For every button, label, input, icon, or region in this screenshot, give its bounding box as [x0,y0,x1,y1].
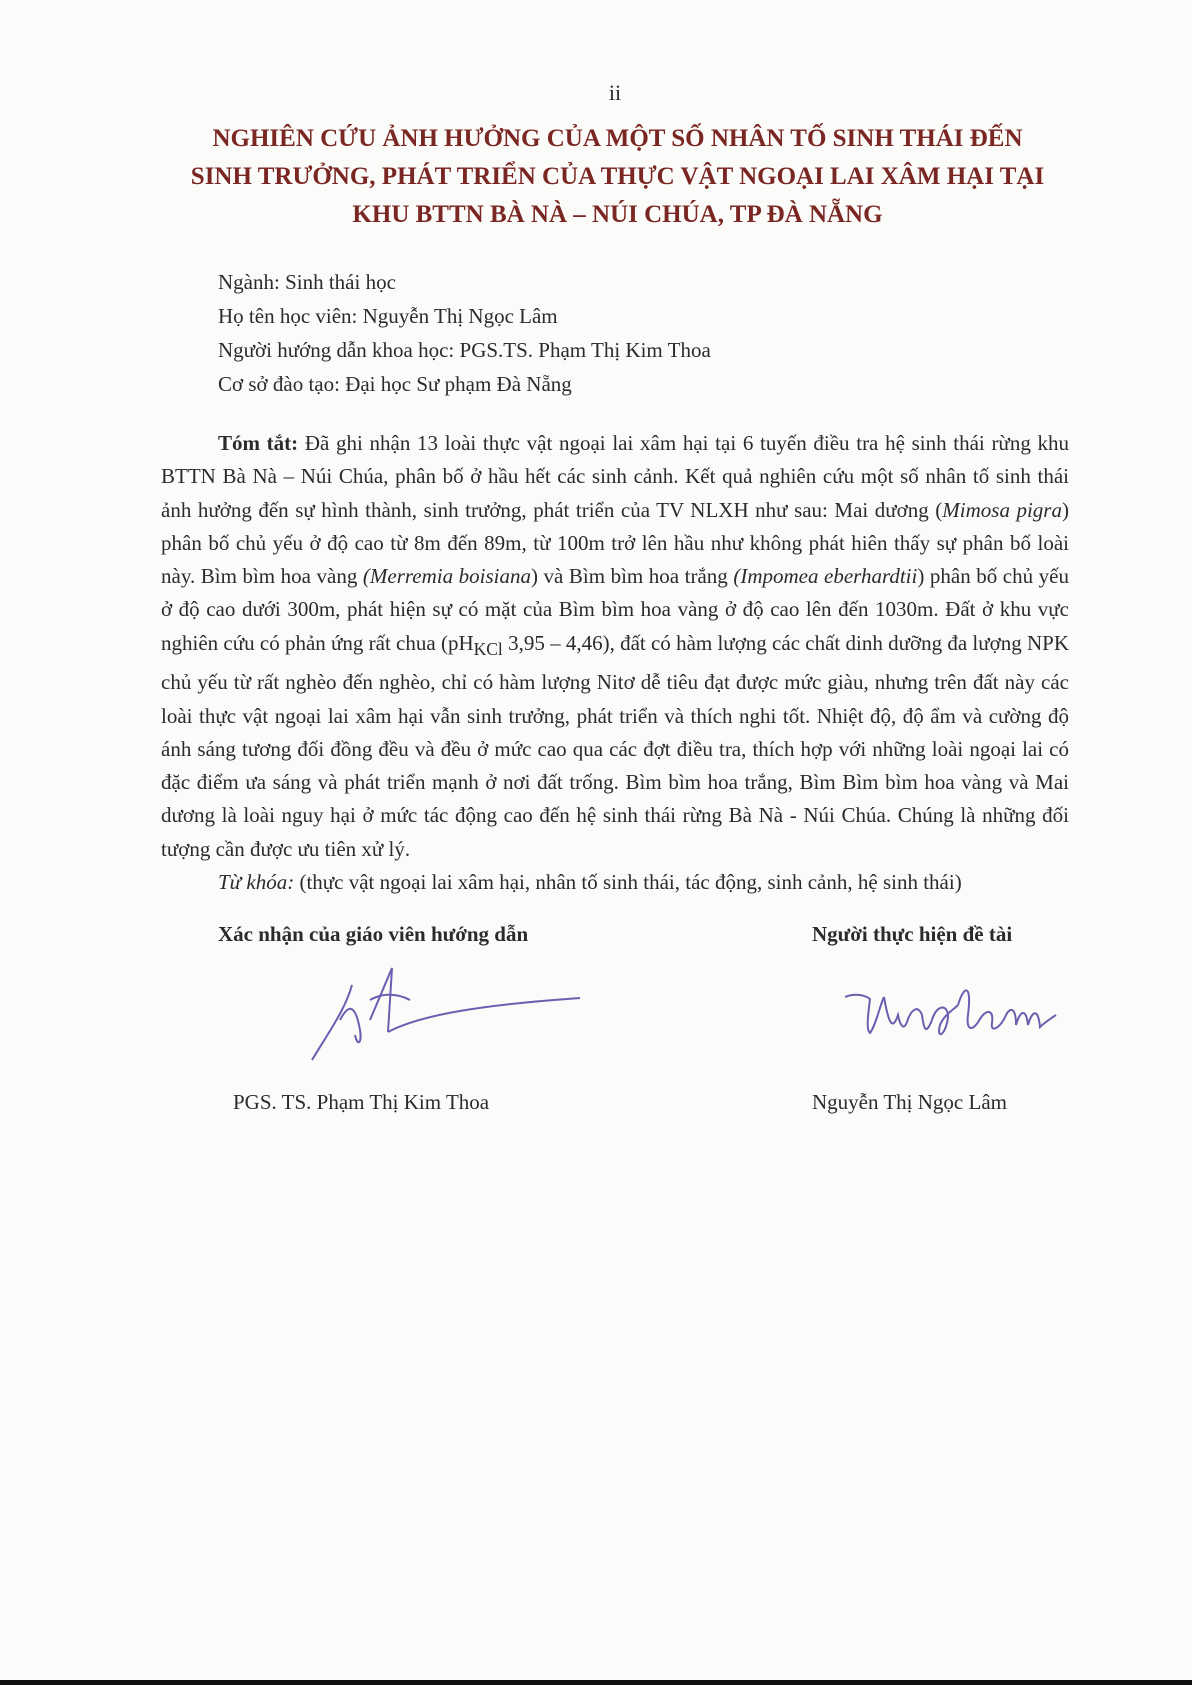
abstract-text-3: ) và Bìm bìm hoa trắng [530,564,734,589]
abstract-text-5: 3,95 – 4,46), đất có hàm lượng các chất dinh dưỡng đa lượng NPK chủ yếu từ rất nghèo đến nghèo, chỉ có hàm lượng Nitơ dễ tiêu đạt được mức giàu, nhưng trên đất này các loài thực vật ngoại lai xâm hại vẫn sinh trưởng, phát triển và thích nghi tốt. Nhiệt độ, độ ẩm và cường độ ánh sáng tương đối đồng đều và đều ở mức cao qua các đợt điều tra, thích hợp với những loài ngoại lai có đặc điểm ưa sáng và phát triển mạnh ở nơi đất trống. Bìm bìm hoa trắng, Bìm Bìm bìm hoa vàng và Mai dương là loài nguy hại ở mức tác động cao đến hệ sinh thái rừng Bà Nà - Núi Chúa. Chúng là những đối tượng cần được ưu tiên xử lý. [161,630,1069,861]
author-signature [840,975,1060,1045]
student-line: Họ tên học viên: Nguyễn Thị Ngọc Lâm [218,304,558,328]
keywords-line [161,866,1069,899]
page-number: ii [608,80,622,105]
abstract-paragraph [161,427,1069,866]
document-title [150,120,1085,234]
thesis-info [218,265,711,401]
species-merremia: (Merremia boisiana [362,564,531,589]
abstract-text-4: ) phân bố chủ yếu ở độ cao dưới 300m, phát hiện sự có mặt của Bìm bìm hoa vàng ở độ cao lên đến 1030m. Đất ở khu vực nghiên cứu có phản ứng rất chua (pH [161,564,1069,655]
title-line-3: KHU BTTN BÀ NÀ – NÚI CHÚA, TP ĐÀ NẴNG [352,201,883,228]
page-bottom-border [0,1680,1192,1685]
title-line-2: SINH TRƯỞNG, PHÁT TRIỂN CỦA THỰC VẬT NGOẠI LAI XÂM HẠI TẠI [190,163,1045,190]
advisor-signature [300,960,590,1070]
advisor-line: Người hướng dẫn khoa học: PGS.TS. Phạm Thị Kim Thoa [218,338,711,362]
keywords-text: (thực vật ngoại lai xâm hại, nhân tố sinh thái, tác động, sinh cảnh, hệ sinh thái) [294,870,962,895]
abstract-label: Tóm tắt: [218,431,299,455]
major-line: Ngành: Sinh thái học [218,270,396,294]
author-label: Người thực hiện đề tài [812,922,1013,946]
abstract-text-1: Đã ghi nhận 13 loài thực vật ngoại lai xâm hại tại 6 tuyến điều tra hệ sinh thái rừng khu BTTN Bà Nà – Núi Chúa, phân bố ở hầu hết các sinh cảnh. Kết quả nghiên cứu một số nhân tố sinh thái ảnh hưởng đến sự hình thành, sinh trưởng, phát triển của TV NLXH như sau: Mai dương ( [161,431,1069,522]
ph-subscript: KCl [473,638,503,659]
species-mimosa: Mimosa pigra [942,497,1062,522]
abstract [161,427,1069,899]
author-name: Nguyễn Thị Ngọc Lâm [812,1090,1007,1114]
title-line-1: NGHIÊN CỨU ẢNH HƯỞNG CỦA MỘT SỐ NHÂN TỐ SINH THÁI ĐẾN [212,125,1023,152]
institution-line: Cơ sở đào tạo: Đại học Sư phạm Đà Nẵng [218,372,572,396]
abstract-text-2: ) phân bố chủ yếu ở độ cao từ 8m đến 89m, từ 100m trở lên hầu như không phát hiên thấy sự phân bố loài này. Bìm bìm hoa vàng [161,497,1069,589]
advisor-name: PGS. TS. Phạm Thị Kim Thoa [233,1090,490,1114]
species-impomea: (Impomea eberhardtii [733,564,918,589]
keywords-label: Từ khóa: [218,870,295,895]
advisor-confirmation-label: Xác nhận của giáo viên hướng dẫn [218,922,529,946]
